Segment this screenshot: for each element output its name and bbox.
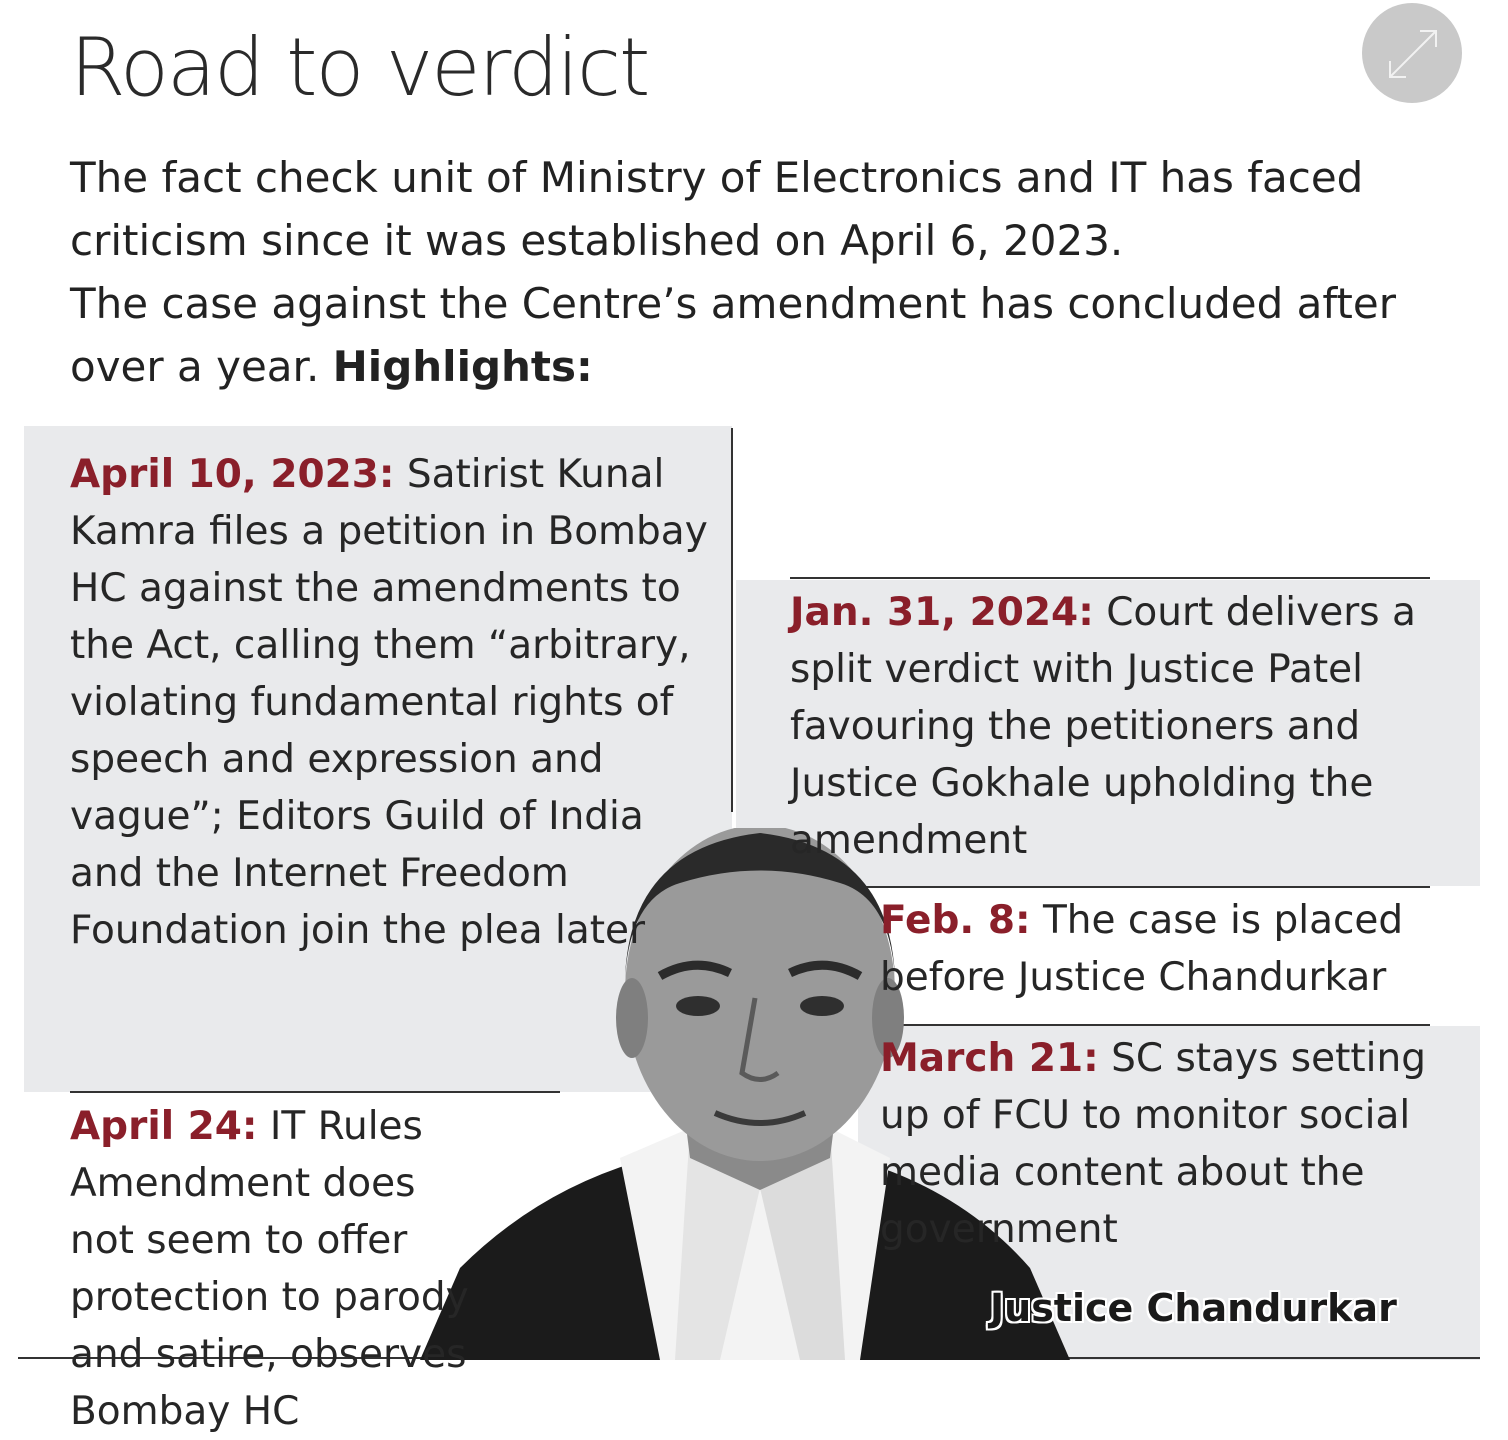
divider-right-1	[790, 577, 1430, 579]
event-date: Feb. 8:	[880, 898, 1031, 943]
intro-line-1: The fact check unit of Ministry of Electronics and IT has faced criticism since it was established on April 6, 2023.	[70, 153, 1364, 265]
expand-arrows-icon	[1362, 3, 1462, 103]
event-text: Court delivers a split verdict with Justice Patel favouring the petitioners and Justice Gokhale upholding the amendment	[790, 590, 1416, 863]
expand-button[interactable]	[1362, 3, 1462, 103]
event-date: April 10, 2023:	[70, 452, 395, 497]
intro-line-2	[70, 272, 1450, 398]
event-text: IT Rules Amendment does not seem to offer protection to parody and satire, observes Bombay HC	[70, 1104, 469, 1434]
intro-text	[70, 146, 1450, 398]
event-jan-31-2024	[790, 584, 1430, 869]
page-title: Road to verdict	[70, 21, 649, 114]
intro-highlights-label: Highlights:	[332, 342, 593, 391]
event-march-21	[880, 1030, 1440, 1258]
intro-line-2-text: The case against the Centre’s amendment has concluded after over a year.	[70, 279, 1396, 391]
event-date: April 24:	[70, 1104, 258, 1149]
event-date: March 21:	[880, 1036, 1099, 1081]
event-text: Satirist Kunal Kamra files a petition in Bombay HC against the amendments to the Act, calling them “arbitrary, violating fundamental rights of speech and expression and vague”; Editors Guild of India and the Internet Freedom Foundation join the plea later	[70, 452, 708, 953]
column-divider	[731, 428, 733, 812]
photo-caption: Justice Chandurkar	[990, 1286, 1397, 1330]
event-feb-8	[880, 892, 1430, 1006]
event-date: Jan. 31, 2024:	[790, 590, 1094, 635]
event-april-10-2023	[70, 446, 710, 959]
event-text: SC stays setting up of FCU to monitor social media content about the government	[880, 1036, 1426, 1252]
event-april-24	[70, 1098, 470, 1440]
event-text: The case is placed before Justice Chandurkar	[880, 898, 1404, 1000]
